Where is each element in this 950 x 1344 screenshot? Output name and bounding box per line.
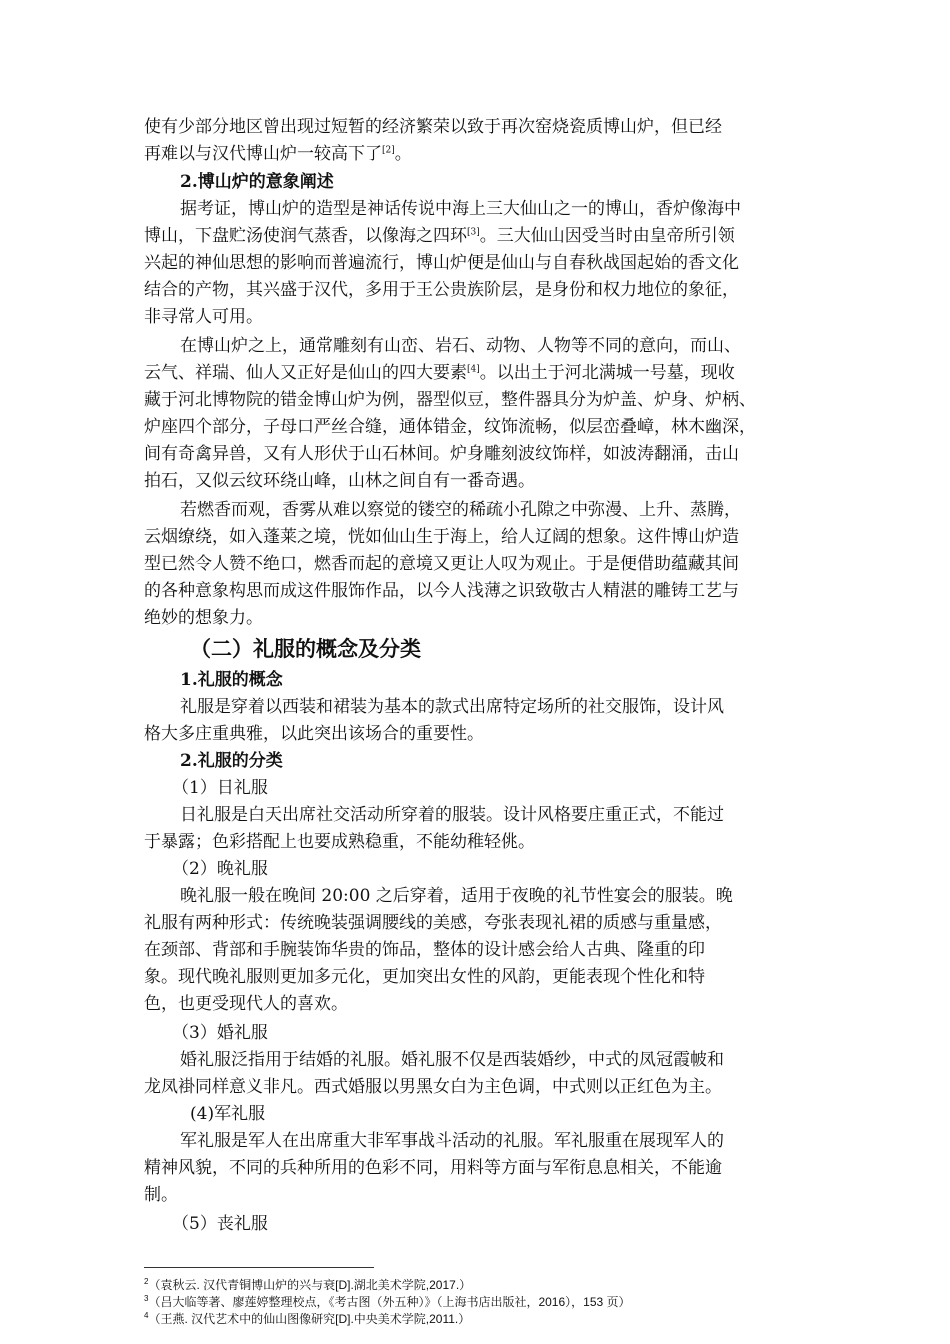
paragraph-line: 兴起的神仙思想的影响而普遍流行，博山炉便是仙山与自春秋战国起始的香文化 <box>144 253 739 273</box>
paragraph-line: 在博山炉之上，通常雕刻有山峦、岩石、动物、人物等不同的意向，而山、 <box>180 336 741 356</box>
footnote-mark: 3 <box>144 1294 149 1303</box>
paragraph-line: 精神风貌，不同的兵种所用的色彩不同，用料等方面与军衔息息相关，不能逾 <box>144 1158 722 1178</box>
paragraph-line <box>144 141 814 167</box>
paragraph-line: 型已然令人赞不绝口，燃香而起的意境又更让人叹为观止。于是便借助蕴藏其间 <box>144 554 739 574</box>
paragraph-line: 礼服是穿着以西装和裙装为基本的款式出席特定场所的社交服饰，设计风 <box>180 697 724 717</box>
list-heading: （2）晚礼服 <box>172 859 268 879</box>
list-heading: (4)军礼服 <box>190 1104 266 1124</box>
paragraph-line: 绝妙的想象力。 <box>144 608 263 628</box>
citation-ref[interactable]: [2] <box>382 145 395 156</box>
section-heading: （二）礼服的概念及分类 <box>190 636 421 661</box>
footnote-text: （袁秋云. 汉代青铜博山炉的兴与衰[D].湖北美术学院,2017.） <box>148 1278 472 1292</box>
paragraph-line <box>144 360 814 386</box>
list-heading: （3）婚礼服 <box>172 1023 268 1043</box>
text: 。以出土于河北满城一号墓，现收 <box>479 363 735 383</box>
footnote-text: （王燕. 汉代艺术中的仙山图像研究[D].中央美术学院,2011.） <box>148 1312 471 1326</box>
paragraph-line: 若燃香而观，香雾从难以察觉的镂空的稀疏小孔隙之中弥漫、上升、蒸腾， <box>180 500 741 520</box>
paragraph-line: 的各种意象构思而成这件服饰作品，以今人浅薄之识致敬古人精湛的雕铸工艺与 <box>144 581 739 601</box>
paragraph-line: 制。 <box>144 1185 178 1205</box>
footnote <box>144 1311 470 1327</box>
subheading-concept: 1.礼服的概念 <box>180 670 283 690</box>
subheading-imagery: 2.博山炉的意象阐述 <box>180 172 334 192</box>
citation-ref[interactable]: [4] <box>467 364 480 375</box>
paragraph-line: 礼服有两种形式：传统晚装强调腰线的美感，夸张表现礼裙的质感与重量感， <box>144 913 722 933</box>
paragraph-line: 非寻常人可用。 <box>144 307 263 327</box>
paragraph-line: 龙凤褂同样意义非凡。西式婚服以男黑女白为主色调，中式则以正红色为主。 <box>144 1077 722 1097</box>
paragraph-line: 据考证，博山炉的造型是神话传说中海上三大仙山之一的博山，香炉像海中 <box>180 199 741 219</box>
paragraph-line: 在颈部、背部和手腕装饰华贵的饰品，整体的设计感会给人古典、隆重的印 <box>144 940 705 960</box>
paragraph-line: 拍石，又似云纹环绕山峰，山林之间自有一番奇遇。 <box>144 471 535 491</box>
paragraph-line: 象。现代晚礼服则更加多元化，更加突出女性的风韵，更能表现个性化和特 <box>144 967 705 987</box>
text: 博山，下盘贮汤使润气蒸香，以像海之四环 <box>144 226 467 246</box>
subheading-classification: 2.礼服的分类 <box>180 751 283 771</box>
citation-ref[interactable]: [3] <box>467 227 480 238</box>
text: 云气、祥瑞、仙人又正好是仙山的四大要素 <box>144 363 467 383</box>
footnote-divider <box>144 1267 374 1268</box>
paragraph-line: 军礼服是军人在出席重大非军事战斗活动的礼服。军礼服重在展现军人的 <box>180 1131 724 1151</box>
footnote-text: （吕大临等著、廖莲婷整理校点，《考古图（外五种）》（上海书店出版社，2016），153 页） <box>148 1295 631 1309</box>
paragraph-line: 格大多庄重典雅，以此突出该场合的重要性。 <box>144 724 484 744</box>
paragraph-line: 炉座四个部分，子母口严丝合缝，通体错金，纹饰流畅，似层峦叠嶂，林木幽深， <box>144 417 756 437</box>
footnote <box>144 1277 471 1293</box>
text: 。 <box>394 144 412 164</box>
text: 。三大仙山因受当时由皇帝所引领 <box>479 226 735 246</box>
paragraph-line: 于暴露；色彩搭配上也要成熟稳重，不能幼稚轻佻。 <box>144 832 535 852</box>
list-heading: （1）日礼服 <box>172 778 268 798</box>
paragraph-line <box>144 114 814 140</box>
paragraph-line: 云烟缭绕，如入蓬莱之境，恍如仙山生于海上，给人辽阔的想象。这件博山炉造 <box>144 527 739 547</box>
footnote <box>144 1294 631 1310</box>
paragraph-line: 日礼服是白天出席社交活动所穿着的服装。设计风格要庄重正式，不能过 <box>180 805 724 825</box>
list-heading: （5）丧礼服 <box>172 1214 268 1234</box>
paragraph-line: 婚礼服泛指用于结婚的礼服。婚礼服不仅是西装婚纱，中式的凤冠霞帔和 <box>180 1050 724 1070</box>
paragraph-line: 结合的产物，其兴盛于汉代，多用于王公贵族阶层，是身份和权力地位的象征， <box>144 280 739 300</box>
paragraph-line <box>144 223 814 249</box>
footnote-mark: 4 <box>144 1311 149 1320</box>
paragraph-line: 晚礼服一般在晚间 20:00 之后穿着，适用于夜晚的礼节性宴会的服装。晚 <box>180 886 733 906</box>
text: 使有少部分地区曾出现过短暂的经济繁荣以致于再次窑烧瓷质博山炉，但已经 <box>144 117 722 137</box>
paragraph-line: 间有奇禽异兽，又有人形伏于山石林间。炉身雕刻波纹饰样，如波涛翻涌，击山 <box>144 444 739 464</box>
footnote-mark: 2 <box>144 1277 149 1286</box>
paragraph-line: 色，也更受现代人的喜欢。 <box>144 994 348 1014</box>
text: 再难以与汉代博山炉一较高下了 <box>144 144 382 164</box>
paragraph-line: 藏于河北博物院的错金博山炉为例，器型似豆，整件器具分为炉盖、炉身、炉柄、 <box>144 390 756 410</box>
